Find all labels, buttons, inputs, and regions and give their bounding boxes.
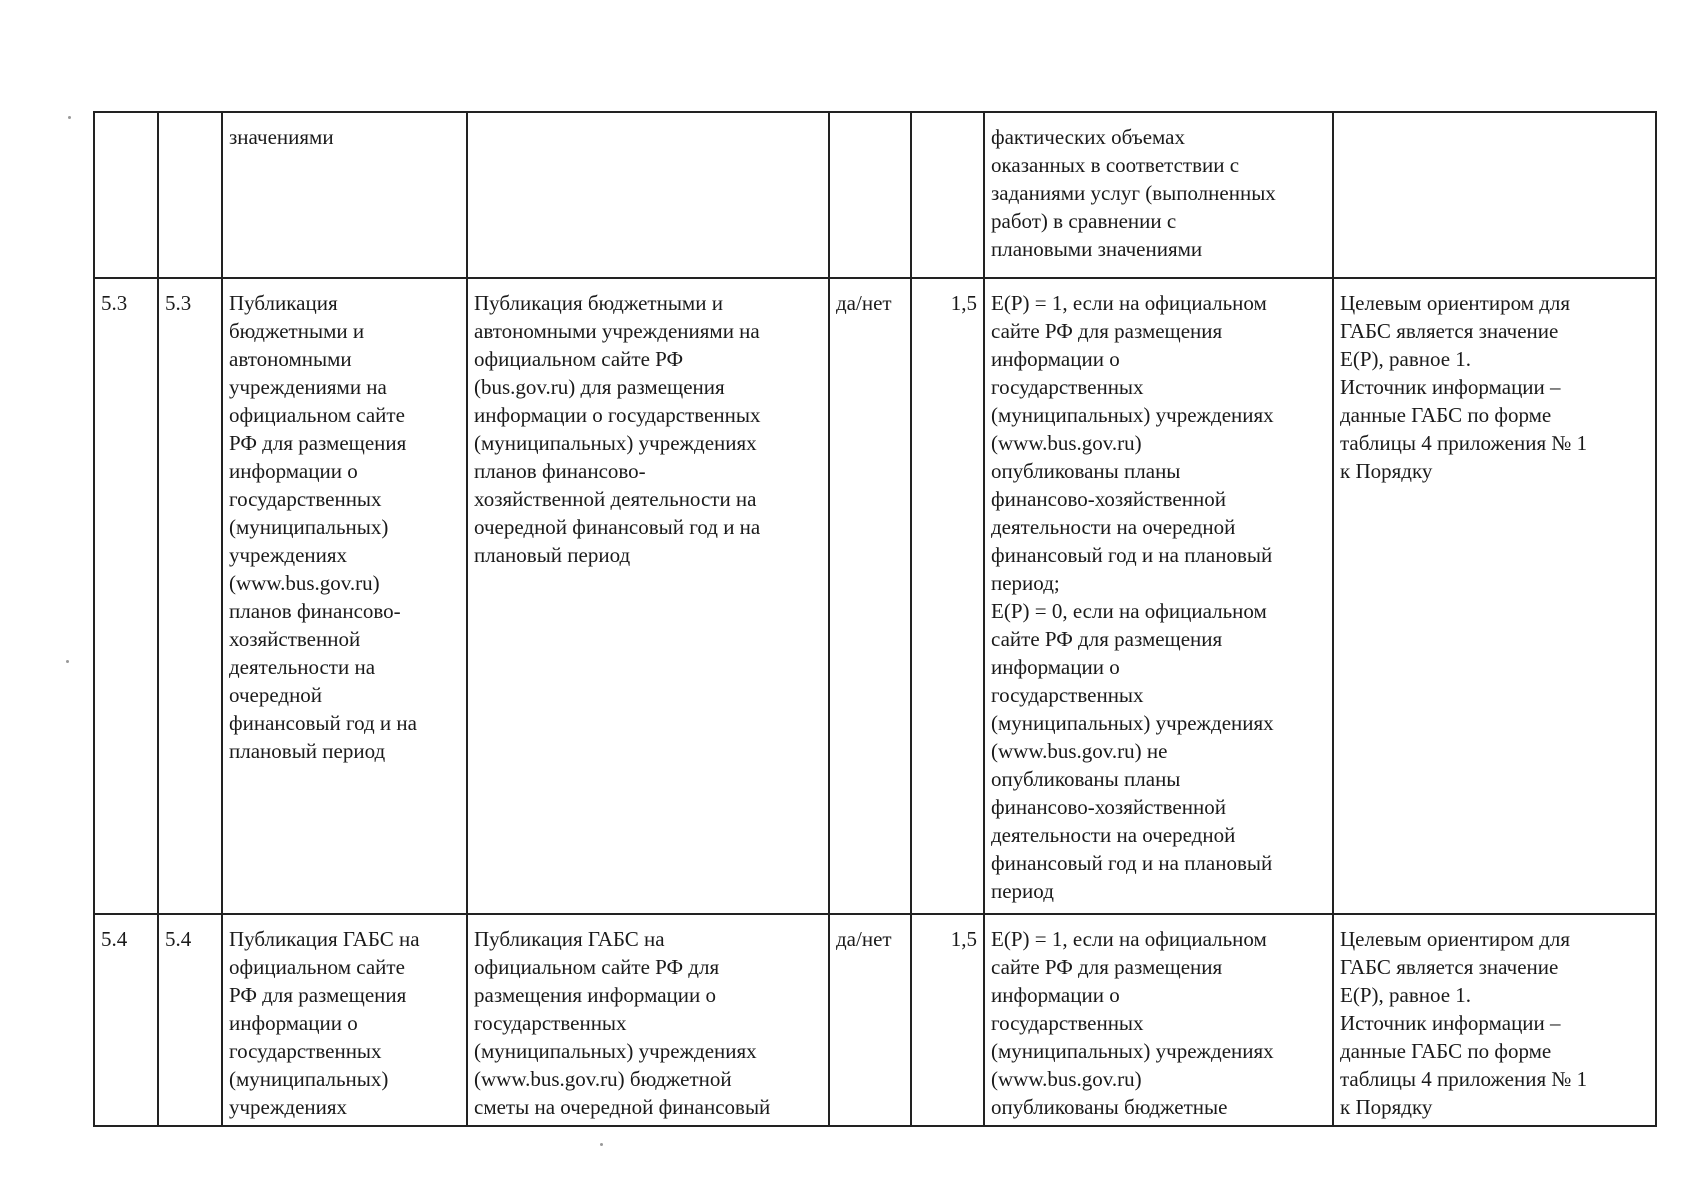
weight-cell: [911, 112, 984, 278]
formula-cell: фактических объемах оказанных в соответствии с заданиями услуг (выполненных работ) в сравнении с плановыми значениями: [984, 112, 1333, 278]
note-cell: [1333, 112, 1656, 278]
formula-cell: E(P) = 1, если на официальном сайте РФ для размещения информации о государственных (муниципальных) учреждениях (www.bus.gov.ru) опубликованы планы финансово-хозяйственной деятельности на очередной финансовый год и на плановый период; E(P) = 0, если на официальном сайте РФ для размещения информации о государственных (муниципальных) учреждениях (www.bus.gov.ru) не опубликованы планы финансово-хозяйственной деятельности на очередной финансовый год и на плановый период: [984, 278, 1333, 914]
row-number-cell: 5.4: [94, 914, 158, 1126]
row-number-cell: 5.3: [158, 278, 222, 914]
table-row: [94, 112, 1656, 278]
row-number-cell: [158, 112, 222, 278]
indicator-name-cell: Публикация ГАБС на официальном сайте РФ для размещения информации о государственных (муниципальных) учреждениях: [222, 914, 467, 1126]
row-number-cell: 5.3: [94, 278, 158, 914]
unit-cell: [829, 112, 911, 278]
scan-speck: [68, 116, 71, 119]
unit-cell: да/нет: [829, 914, 911, 1126]
table-row: [94, 914, 1656, 1126]
scan-speck: [66, 660, 69, 663]
note-cell: Целевым ориентиром для ГАБС является значение E(P), равное 1. Источник информации – данные ГАБС по форме таблицы 4 приложения № 1 к Порядку: [1333, 914, 1656, 1126]
weight-cell: 1,5: [911, 914, 984, 1126]
unit-cell: да/нет: [829, 278, 911, 914]
indicator-name-cell: значениями: [222, 112, 467, 278]
row-number-cell: 5.4: [158, 914, 222, 1126]
indicator-description-cell: [467, 112, 829, 278]
indicator-description-cell: Публикация бюджетными и автономными учреждениями на официальном сайте РФ (bus.gov.ru) для размещения информации о государственных (муниципальных) учреждениях планов финансово- хозяйственной деятельности на очередной финансовый год и на плановый период: [467, 278, 829, 914]
indicator-name-cell: Публикация бюджетными и автономными учреждениями на официальном сайте РФ для размещения информации о государственных (муниципальных) учреждениях (www.bus.gov.ru) планов финансово- хозяйственной деятельности на очередной финансовый год и на плановый период: [222, 278, 467, 914]
weight-cell: 1,5: [911, 278, 984, 914]
row-number-cell: [94, 112, 158, 278]
scan-speck: [600, 1143, 603, 1146]
criteria-table: [93, 111, 1657, 1127]
table-row: [94, 278, 1656, 914]
note-cell: Целевым ориентиром для ГАБС является значение E(P), равное 1. Источник информации – данные ГАБС по форме таблицы 4 приложения № 1 к Порядку: [1333, 278, 1656, 914]
indicator-description-cell: Публикация ГАБС на официальном сайте РФ для размещения информации о государственных (муниципальных) учреждениях (www.bus.gov.ru) бюджетной сметы на очередной финансовый: [467, 914, 829, 1126]
formula-cell: E(P) = 1, если на официальном сайте РФ для размещения информации о государственных (муниципальных) учреждениях (www.bus.gov.ru) опубликованы бюджетные: [984, 914, 1333, 1126]
